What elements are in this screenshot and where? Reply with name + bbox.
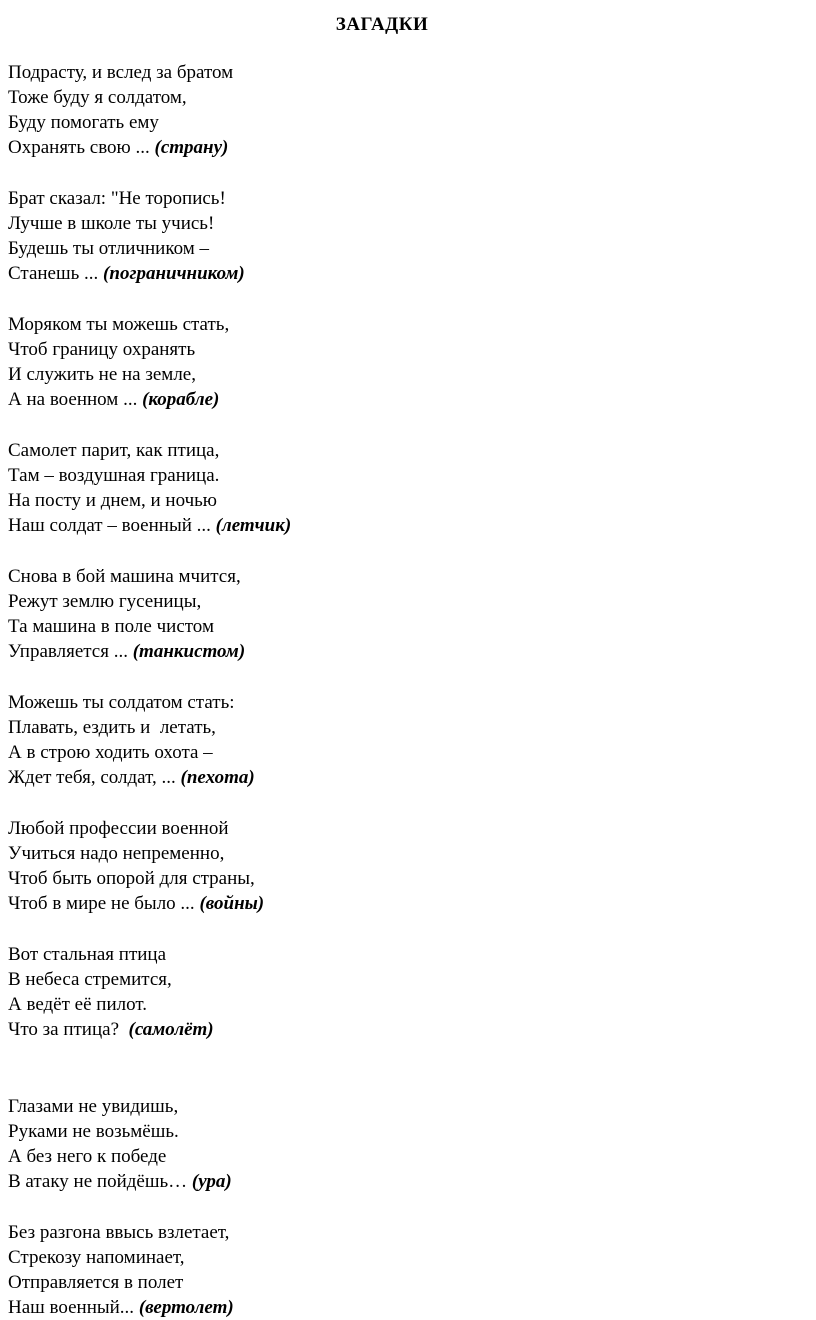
riddle-line-text: В небеса стремится, xyxy=(8,969,172,990)
riddle-line xyxy=(8,438,776,463)
riddle-line-text: Чтоб быть опорой для страны, xyxy=(8,868,255,889)
riddle-block xyxy=(8,60,776,160)
riddle-line-text: Наш солдат – военный ... xyxy=(8,515,216,536)
riddle-line xyxy=(8,765,776,790)
riddle-line xyxy=(8,312,776,337)
riddle-line-text: А ведёт её пилот. xyxy=(8,994,147,1015)
riddle-block xyxy=(8,690,776,790)
riddle-line-text: И служить не на земле, xyxy=(8,364,196,385)
section-spacer xyxy=(8,1068,776,1094)
riddle-line xyxy=(8,967,776,992)
riddle-block xyxy=(8,942,776,1042)
riddle-line-text: Станешь ... xyxy=(8,263,104,284)
riddle-line xyxy=(8,60,776,85)
riddle-line xyxy=(8,1119,776,1144)
riddle-block xyxy=(8,312,776,412)
riddle-line xyxy=(8,362,776,387)
riddle-answer: (танкистом) xyxy=(132,641,246,662)
riddle-line-text: Чтоб границу охранять xyxy=(8,339,196,360)
riddle-line xyxy=(8,261,776,286)
riddle-line-text: Самолет парит, как птица, xyxy=(8,440,220,461)
riddle-line xyxy=(8,1245,776,1270)
riddle-line xyxy=(8,1270,776,1295)
riddle-line-text: Плавать, ездить и летать, xyxy=(8,717,216,738)
riddle-answer: (страну) xyxy=(154,137,229,158)
riddle-line xyxy=(8,135,776,160)
riddle-line-text: Можешь ты солдатом стать: xyxy=(8,692,235,713)
riddle-answer: (войны) xyxy=(199,893,265,914)
riddle-line-text: Что за птица? xyxy=(8,1019,129,1040)
riddle-block xyxy=(8,438,776,538)
riddle-line xyxy=(8,463,776,488)
riddle-line xyxy=(8,740,776,765)
riddle-line-text: А без него к победе xyxy=(8,1146,167,1167)
page-title: ЗАГАДКИ xyxy=(335,14,429,35)
riddle-line-text: Ждет тебя, солдат, ... xyxy=(8,767,181,788)
riddle-line-text: А в строю ходить охота – xyxy=(8,742,213,763)
riddle-line xyxy=(8,1169,776,1194)
riddle-line-text: Стрекозу напоминает, xyxy=(8,1247,185,1268)
riddle-answer: (пограничником) xyxy=(103,263,245,284)
riddle-line-text: А на военном ... xyxy=(8,389,143,410)
riddle-block xyxy=(8,1220,776,1320)
riddle-line xyxy=(8,211,776,236)
riddle-line-text: Та машина в поле чистом xyxy=(8,616,214,637)
riddle-line-text: Отправляется в полет xyxy=(8,1272,184,1293)
riddle-line-text: Охранять свою ... xyxy=(8,137,155,158)
riddle-line xyxy=(8,715,776,740)
riddle-answer: (корабле) xyxy=(142,389,220,410)
riddle-line-text: Вот стальная птица xyxy=(8,944,167,965)
riddle-line-text: Снова в бой машина мчится, xyxy=(8,566,241,587)
riddle-line xyxy=(8,639,776,664)
riddle-line xyxy=(8,110,776,135)
riddle-line xyxy=(8,891,776,916)
riddle-line xyxy=(8,1295,776,1320)
riddle-line-text: Брат сказал: "Не торопись! xyxy=(8,188,226,209)
riddle-line-text: Подрасту, и вслед за братом xyxy=(8,62,234,83)
riddle-line xyxy=(8,942,776,967)
riddle-line xyxy=(8,992,776,1017)
riddle-line-text: Любой профессии военной xyxy=(8,818,229,839)
riddle-answer: (летчик) xyxy=(215,515,292,536)
riddle-line-text: Режут землю гусеницы, xyxy=(8,591,202,612)
riddle-line xyxy=(8,387,776,412)
riddle-line-text: Наш военный... xyxy=(8,1297,139,1318)
riddle-line-text: Там – воздушная граница. xyxy=(8,465,220,486)
riddle-line xyxy=(8,85,776,110)
riddle-line xyxy=(8,690,776,715)
riddle-line-text: На посту и днем, и ночью xyxy=(8,490,217,511)
riddle-block xyxy=(8,564,776,664)
riddle-line xyxy=(8,841,776,866)
riddle-line-text: Глазами не увидишь, xyxy=(8,1096,179,1117)
riddle-line xyxy=(8,488,776,513)
riddle-line xyxy=(8,337,776,362)
riddle-line xyxy=(8,589,776,614)
riddle-answer: (пехота) xyxy=(180,767,255,788)
riddle-line-text: Учиться надо непременно, xyxy=(8,843,225,864)
riddle-line xyxy=(8,1094,776,1119)
riddle-line-text: Тоже буду я солдатом, xyxy=(8,87,187,108)
riddle-line-text: Чтоб в мире не было ... xyxy=(8,893,200,914)
riddle-line xyxy=(8,1017,776,1042)
riddle-line xyxy=(8,1220,776,1245)
riddle-block xyxy=(8,1094,776,1194)
riddle-line xyxy=(8,186,776,211)
riddle-line-text: Моряком ты можешь стать, xyxy=(8,314,230,335)
riddle-block xyxy=(8,186,776,286)
riddle-line xyxy=(8,614,776,639)
riddle-block xyxy=(8,816,776,916)
riddle-line xyxy=(8,513,776,538)
riddle-line-text: Управляется ... xyxy=(8,641,133,662)
riddle-line xyxy=(8,236,776,261)
riddle-answer: (ура) xyxy=(191,1171,232,1192)
riddle-line xyxy=(8,564,776,589)
riddle-line xyxy=(8,866,776,891)
riddle-line-text: Будешь ты отличником – xyxy=(8,238,210,259)
riddle-line xyxy=(8,816,776,841)
riddle-line-text: В атаку не пойдёшь… xyxy=(8,1171,192,1192)
riddle-line-text: Лучше в школе ты учись! xyxy=(8,213,215,234)
riddle-line-text: Буду помогать ему xyxy=(8,112,159,133)
riddle-line xyxy=(8,1144,776,1169)
riddle-line-text: Без разгона ввысь взлетает, xyxy=(8,1222,230,1243)
riddle-answer: (вертолет) xyxy=(138,1297,234,1318)
riddle-answer: (самолёт) xyxy=(128,1019,214,1040)
riddle-list xyxy=(8,60,776,1320)
riddle-line-text: Руками не возьмёшь. xyxy=(8,1121,179,1142)
